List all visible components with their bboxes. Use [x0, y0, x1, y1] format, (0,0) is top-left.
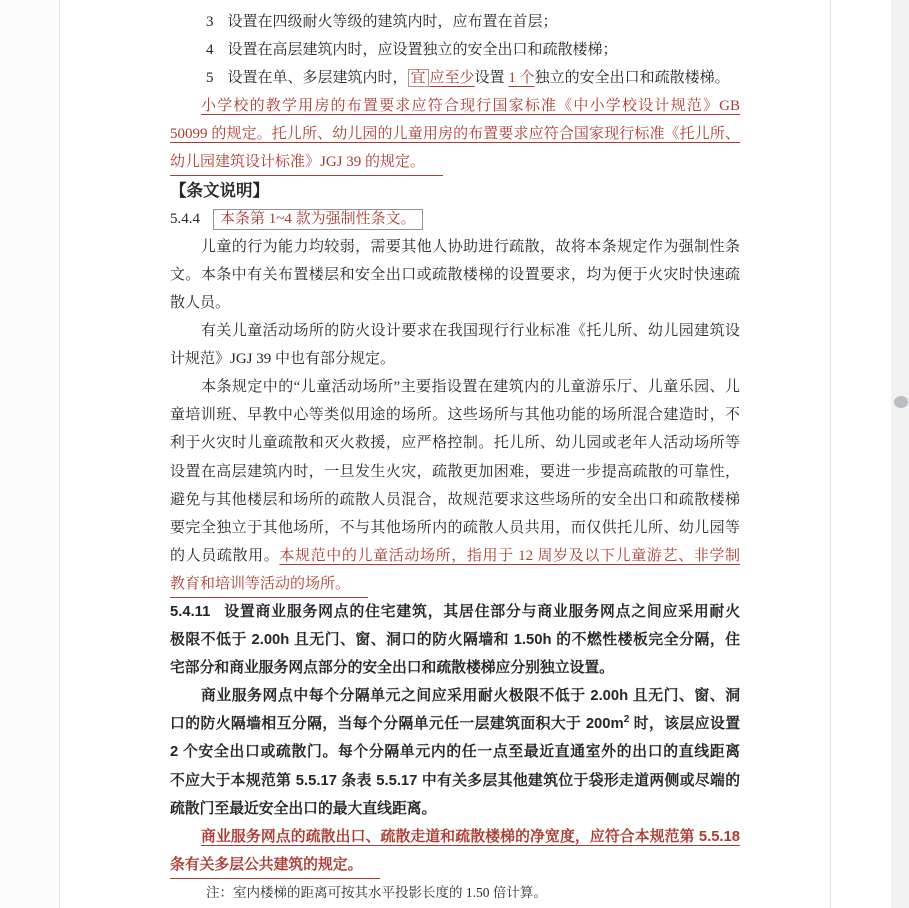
text-line	[170, 261, 740, 289]
text-line	[170, 401, 740, 429]
text-segment: 口的防火隔墙相互分隔，当每个分隔单元任一层建筑面积大于 200m	[170, 716, 624, 733]
text-line	[170, 64, 740, 92]
text-segment: 宅部分和商业服务网点部分的安全出口和疏散楼梯应分别独立设置。	[170, 660, 614, 677]
text-line	[170, 598, 740, 626]
text-line	[170, 120, 740, 148]
page-left-margin	[0, 0, 59, 908]
text-segment: 设置在单、多层建筑内时，	[227, 70, 408, 87]
text-line	[170, 795, 740, 823]
text-line	[170, 92, 740, 120]
text-segment: 有关儿童活动场所的防火设计要求在我国现行行业标准《托儿所、幼儿园建筑设	[201, 323, 740, 340]
clause-number: 5.4.11	[170, 603, 211, 620]
text-segment: 儿童的行为能力均较弱，需要其他人协助进行疏散，故将本条规定作为强制性条	[201, 238, 740, 255]
text-segment: 的人员疏散用。	[170, 547, 280, 564]
text-line	[170, 458, 740, 486]
text-line	[170, 542, 740, 570]
text-segment: 要完全独立于其他场所，不与其他场所内的疏散人员共用，而仅供托儿所、幼儿园等	[170, 519, 740, 536]
page-right-edge-line	[830, 0, 831, 908]
text-segment: 童培训班、早教中心等类似用途的场所。这些场所与其他功能的场所混合建造时，不	[170, 407, 740, 424]
text-segment: 教育和培训等活动的场所。	[170, 573, 368, 598]
text-segment: 时，该层应设置	[629, 716, 740, 733]
text-segment: 设置在高层建筑内时，一旦发生火灾，疏散更加困难，要进一步提高疏散的可靠性，	[170, 463, 740, 480]
text-line	[170, 738, 740, 766]
text-line	[170, 345, 740, 373]
text-segment: 2	[623, 714, 630, 726]
scrollbar-track[interactable]	[891, 0, 909, 908]
text-segment: 本条第 1~4 款为强制性条文。	[213, 209, 423, 230]
page-left-edge-line	[59, 0, 60, 908]
text-line	[170, 36, 740, 64]
clause-number: 4	[206, 42, 214, 59]
text-segment: 计规范》JGJ 39 中也有部分规定。	[170, 351, 396, 368]
text-line	[170, 8, 740, 36]
text-segment: 独立的安全出口和疏散楼梯。	[534, 70, 730, 87]
clause-number: 5.4.4	[170, 210, 200, 227]
text-segment: 本条规定中的“儿童活动场所”主要指设置在建筑内的儿童游乐厅、儿童乐园、儿	[201, 379, 740, 396]
text-line	[170, 373, 740, 401]
text-segment: 极限不低于 2.00h 且无门、窗、洞口的防火隔墙和 1.50h 的不燃性楼板完全分隔，住	[170, 632, 740, 649]
text-segment: 应至少	[429, 70, 475, 87]
text-line	[170, 570, 740, 598]
clause-number: 3	[206, 14, 214, 30]
text-line	[170, 654, 740, 682]
text-line	[170, 205, 740, 233]
text-line	[170, 148, 740, 176]
text-segment: 2 个安全出口或疏散门。每个分隔单元内的任一点至最近直通室外的出口的直线距离	[170, 744, 740, 761]
text-line	[170, 177, 740, 205]
text-line	[170, 767, 740, 795]
text-segment: 商业服务网点的疏散出口、疏散走道和疏散楼梯的净宽度，应符合本规范第 5.5.18	[201, 828, 740, 845]
text-segment: 文。本条中有关布置楼层和安全出口或疏散楼梯的设置要求，均为便于火灾时快速疏	[170, 266, 740, 283]
clause-number: 5	[206, 70, 214, 87]
text-segment: 条有关多层公共建筑的规定。	[170, 854, 380, 879]
text-segment: 本规范中的儿童活动场所，指用于 12 周岁及以下儿童游艺、非学制	[279, 547, 740, 564]
text-segment: 不应大于本规范第 5.5.17 条表 5.5.17 中有关多层其他建筑位于袋形走道两侧或尽端的	[170, 772, 740, 789]
text-segment: 宜	[408, 69, 429, 87]
text-segment: 利于火灾时儿童疏散和灭火救援，应严格控制。托儿所、幼儿园或老年人活动场所等	[170, 435, 740, 452]
text-segment: 疏散门至最近安全出口的最大直线距离。	[170, 800, 437, 817]
text-segment: 注：室内楼梯的距离可按其水平投影长度的 1.50 倍计算。	[206, 884, 547, 900]
text-line	[170, 514, 740, 542]
text-line	[170, 710, 740, 738]
text-segment: 商业服务网点中每个分隔单元之间应采用耐火极限不低于 2.00h 且无门、窗、洞	[201, 688, 740, 705]
text-segment: 1 个	[508, 70, 535, 87]
text-line	[170, 486, 740, 514]
text-line	[170, 233, 740, 261]
text-line	[170, 879, 740, 907]
text-segment: 幼儿园建筑设计标准》JGJ 39 的规定。	[170, 151, 443, 176]
text-segment: 散人员。	[170, 294, 231, 311]
text-segment: 设置商业服务网点的住宅建筑，其居住部分与商业服务网点之间应采用耐火	[223, 603, 740, 620]
text-segment: 设置在高层建筑内时，应设置独立的安全出口和疏散楼梯；	[227, 42, 618, 59]
document-text	[170, 8, 740, 907]
text-line	[170, 317, 740, 345]
text-segment: 【条文说明】	[170, 181, 269, 200]
text-line	[170, 429, 740, 457]
scrollbar-thumb[interactable]	[894, 396, 908, 408]
text-segment: 设置	[474, 70, 509, 87]
text-line	[170, 851, 740, 879]
text-line	[170, 682, 740, 710]
text-segment: 小学校的教学用房的布置要求应符合现行国家标准《中小学校设计规范》GB	[201, 98, 740, 115]
text-segment: 50099 的规定。托儿所、幼儿园的儿童用房的布置要求应符合国家现行标准《托儿所、	[170, 126, 740, 143]
text-line	[170, 626, 740, 654]
text-segment: 设置在四级耐火等级的建筑内时，应布置在首层；	[227, 14, 558, 30]
text-line	[170, 289, 740, 317]
text-line	[170, 823, 740, 851]
text-segment: 避免与其他楼层和场所的疏散人员混合，故规范要求这些场所的安全出口和疏散楼梯	[170, 491, 740, 508]
